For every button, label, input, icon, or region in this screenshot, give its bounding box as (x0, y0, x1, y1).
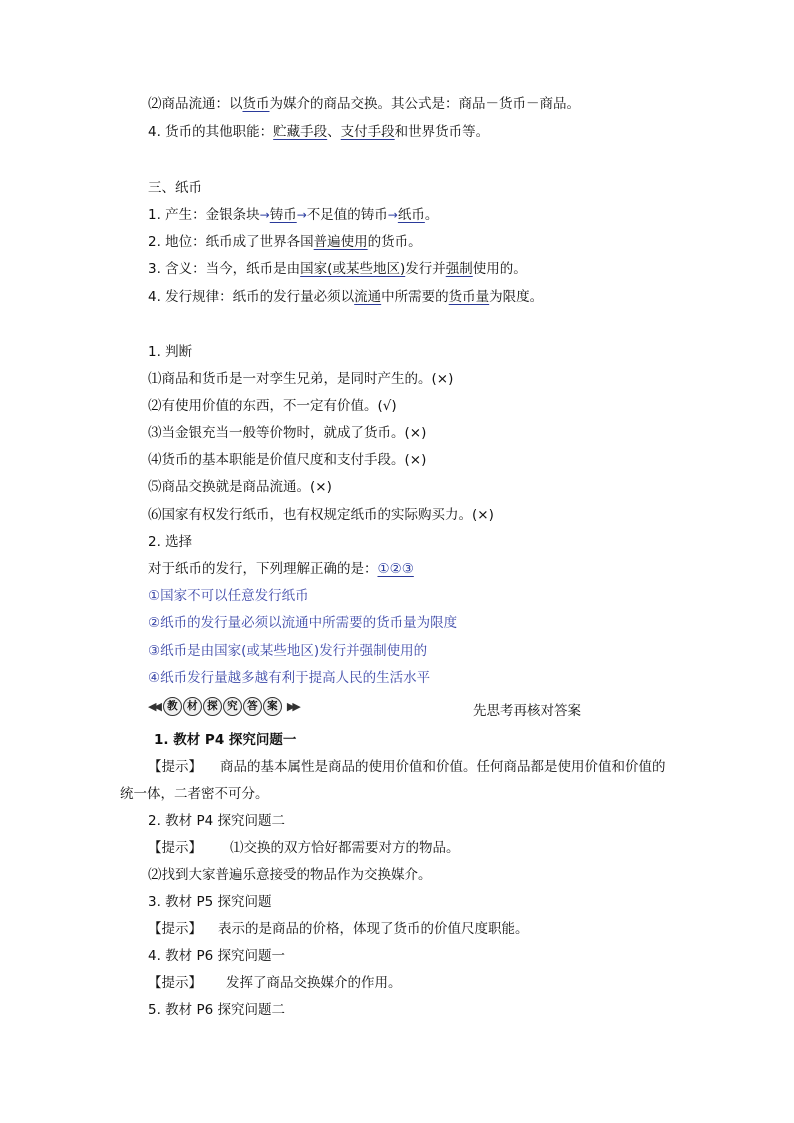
text: 商品的基本属性是商品的使用价值和价值。任何商品都是使用价值和价值的 (220, 759, 666, 775)
answer-banner (148, 697, 298, 715)
banner-right-text: 先思考再核对答案 (473, 703, 581, 719)
arrow-icon: → (296, 208, 307, 222)
choice-option: ①国家不可以任意发行纸币 (148, 588, 309, 604)
answer-title: 5. 教材 P6 探究问题二 (148, 1002, 285, 1018)
double-right-arrow-icon: ▶▶ (286, 699, 298, 713)
choice-option: ④纸币发行量越多越有利于提高人民的生活水平 (148, 670, 431, 686)
choice-option: ②纸币的发行量必须以流通中所需要的货币量为限度 (148, 615, 458, 631)
answer-title: 2. 教材 P4 探究问题二 (148, 813, 285, 829)
text: 发行并 (405, 261, 446, 277)
banner-char: 探 (203, 697, 222, 716)
judge-title: 1. 判断 (148, 344, 193, 360)
text: 发挥了商品交换媒介的作用。 (226, 975, 402, 991)
blank-answer: 铸币 (269, 207, 297, 223)
text: 2. 地位：纸币成了世界各国 (148, 234, 314, 250)
banner-char: 案 (263, 697, 282, 716)
meaning-line (148, 259, 527, 279)
text: 不足值的铸币 (306, 207, 388, 223)
text: 对于纸币的发行，下列理解正确的是： (148, 561, 378, 577)
choice-option: ③纸币是由国家(或某些地区)发行并强制使用的 (148, 643, 428, 659)
blank-answer: 强制 (445, 261, 473, 277)
judge-item: ⑶当金银充当一般等价物时，就成了货币。(×) (148, 425, 427, 441)
text: ⑴交换的双方恰好都需要对方的物品。 (230, 840, 460, 856)
choice-title: 2. 选择 (148, 534, 193, 550)
banner-char: 答 (243, 697, 262, 716)
answer-title: 4. 教材 P6 探究问题一 (148, 948, 285, 964)
blank-answer: 支付手段 (340, 124, 395, 140)
text: 。 (424, 207, 439, 223)
judge-item: ⑵有使用价值的东西，不一定有价值。(√) (148, 398, 397, 414)
blank-answer: 流通 (354, 289, 382, 305)
tip-label: 【提示】 (148, 840, 202, 856)
origin-line (148, 205, 438, 225)
section-heading: 三、纸币 (148, 180, 202, 196)
answer-title: 1. 教材 P4 探究问题一 (154, 732, 297, 748)
judge-item: ⑷货币的基本职能是价值尺度和支付手段。(×) (148, 452, 427, 468)
text: 中所需要的 (381, 289, 449, 305)
judge-item: ⑹国家有权发行纸币，也有权规定纸币的实际购买力。(×) (148, 507, 494, 523)
tip-label: 【提示】 (148, 975, 202, 991)
text: 表示的是商品的价格，体现了货币的价值尺度职能。 (218, 921, 529, 937)
status-line (148, 232, 422, 252)
text: ⑵商品流通：以 (148, 96, 243, 112)
text: 、 (327, 124, 341, 140)
choice-question (148, 559, 414, 579)
money-functions-line (148, 122, 489, 142)
double-left-arrow-icon: ◀◀ (148, 699, 159, 713)
answer-title: 3. 教材 P5 探究问题 (148, 894, 272, 910)
text: 4. 发行规律：纸币的发行量必须以 (148, 289, 355, 305)
blank-answer: 贮藏手段 (273, 124, 328, 140)
answer-text: 统一体，二者密不可分。 (120, 786, 269, 802)
blank-answer: 普遍使用 (313, 234, 368, 250)
tip-label: 【提示】 (148, 921, 202, 937)
banner-char: 材 (183, 697, 202, 716)
answer-text (148, 919, 529, 939)
tip-label: 【提示】 (148, 759, 202, 775)
choice-answer: ①②③ (377, 561, 414, 577)
text: 的货币。 (367, 234, 422, 250)
text: 和世界货币等。 (394, 124, 490, 140)
blank-answer: 国家(或某些地区) (300, 261, 406, 277)
text: 为限度。 (489, 289, 544, 305)
text: 为媒介的商品交换。其公式是：商品－货币－商品。 (269, 96, 580, 112)
blank-answer: 纸币 (397, 207, 425, 223)
answer-text (148, 757, 666, 777)
blank-answer: 货币量 (448, 289, 490, 305)
judge-item: ⑴商品和货币是一对孪生兄弟，是同时产生的。(×) (148, 371, 454, 387)
blank-answer: 货币 (242, 96, 270, 112)
text: 使用的。 (472, 261, 527, 277)
issuance-law-line (148, 287, 543, 307)
banner-char: 究 (223, 697, 242, 716)
arrow-icon: → (259, 208, 270, 222)
text: 1. 产生：金银条块 (148, 207, 260, 223)
text: 4. 货币的其他职能： (148, 124, 274, 140)
banner-char: 教 (163, 697, 182, 716)
answer-text (148, 838, 460, 858)
circulation-line (148, 94, 580, 114)
answer-text: ⑵找到大家普遍乐意接受的物品作为交换媒介。 (148, 867, 432, 883)
judge-item: ⑸商品交换就是商品流通。(×) (148, 479, 332, 495)
arrow-icon: → (387, 208, 398, 222)
text: 3. 含义：当今，纸币是由 (148, 261, 301, 277)
answer-text (148, 973, 402, 993)
